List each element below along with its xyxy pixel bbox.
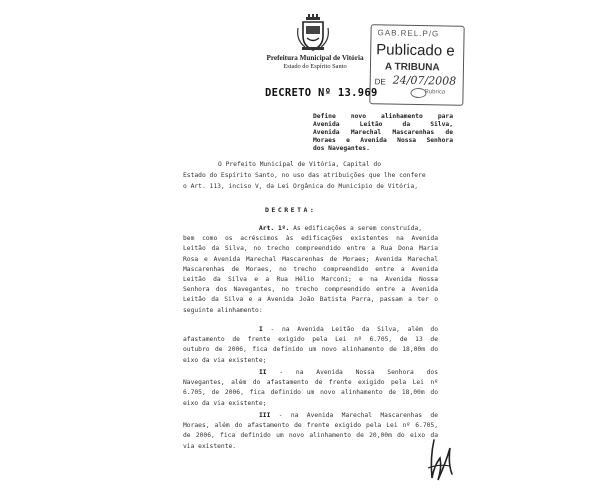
stamp-initials: Rubrica [424, 89, 446, 96]
item-line: Moraes, além do afastamento de frente exigido pela Lei nº 6.705, [183, 422, 438, 430]
article-line: Leitão da Silva e a Rua Hélio Marconi; e na Avenida Nossa [183, 276, 438, 284]
article-line [183, 224, 423, 234]
decreta-heading: DECRETA: [265, 206, 317, 214]
summary-line: dos Navegantes. [313, 145, 370, 152]
stamp-date-label: DE [374, 77, 386, 87]
handwritten-signature [420, 438, 460, 483]
article-line: Senhora dos Navegantes, no trecho compreendido entre a Avenida [183, 286, 438, 294]
summary-line: Moraes e Avenida Nossa Senhora [313, 137, 453, 144]
summary-line: Avenida Leitão da Silva, [313, 121, 453, 128]
item-label: II [259, 369, 267, 376]
article-label: Art. 1º. [259, 225, 290, 232]
preamble-line: Estado do Espírito Santo, no uso das atribuições que lhe confere [183, 172, 426, 179]
stamp-date: 24/07/2008 [392, 73, 457, 88]
item-line: Navegantes, além do afastamento de frente exigido pela Lei nº [183, 379, 438, 387]
publication-stamp [369, 24, 464, 106]
item-text: - na Avenida Marechal Mascarenhas de [270, 412, 438, 419]
item-line: afastamento de frente exigido pela Lei nº 6.705, de 13 de [183, 336, 438, 344]
item-line [183, 411, 438, 421]
item-line: 6.705, de 2006, fica definido um novo alinhamento de 18,00m do [183, 389, 438, 397]
coat-of-arms-icon [296, 14, 330, 52]
item-text: - na Avenida Nossa Senhora dos [266, 369, 438, 376]
item-line: eixo da via existente; [183, 356, 267, 364]
item-line: de 2006, fica definido um novo alinhamento de 20,00m do eixo da [183, 432, 438, 440]
preamble-line: o Art. 113, inciso V, da Lei Orgânica do Município de Vitória, [183, 183, 419, 190]
article-line: Mascarenhas de Moraes, no trecho compreendido entre a Avenida [183, 265, 438, 273]
article-text: As edificações a serem construída, [289, 225, 423, 232]
item-line [183, 325, 438, 335]
stamp-published: Publicado e [376, 41, 455, 60]
item-label: III [259, 412, 271, 419]
item-2 [183, 368, 438, 409]
article-line: bem como os acréscimos às edificações existentes na Avenida [183, 235, 438, 243]
item-line: via existente. [183, 442, 237, 450]
article-line: Leitão da Silva e a Avenida João Batista Parra, passam a ter o [183, 296, 438, 304]
item-line [183, 368, 438, 378]
item-line: eixo da via existente; [183, 399, 267, 407]
article-line: seguinte alinhamento: [183, 306, 263, 314]
article-line: Rosa e Avenida Marechal Mascarenhas de Moraes; Avenida Marechal [183, 255, 438, 263]
stamp-top-text: GAB.REL.P/G [377, 28, 440, 39]
item-label: I [259, 326, 263, 333]
decree-title: DECRETO Nº 13.969 [265, 87, 378, 99]
item-line: outubro de 2006, fica definido um novo alinhamento de 18,00m do [183, 346, 438, 354]
summary-line: Avenida Marechal Mascarenhas de [313, 129, 453, 136]
article-1 [183, 224, 438, 316]
preamble-line: O Prefeito Municipal de Vitória, Capital do [218, 161, 382, 168]
item-3 [183, 411, 438, 452]
item-text: - na Avenida Leitão da Silva, além do [262, 326, 438, 333]
decree-summary [313, 113, 453, 153]
city-hall-name: Prefeitura Municipal de Vitória [266, 54, 364, 62]
article-line: Leitão da Silva, no trecho compreendido entre a Rua Dona Maria [183, 245, 438, 253]
item-1 [183, 325, 438, 366]
state-name: Estado do Espírito Santo [283, 63, 347, 70]
summary-line: Define novo alinhamento para [313, 113, 453, 120]
stamp-newspaper: A TRIBUNA [384, 61, 440, 74]
